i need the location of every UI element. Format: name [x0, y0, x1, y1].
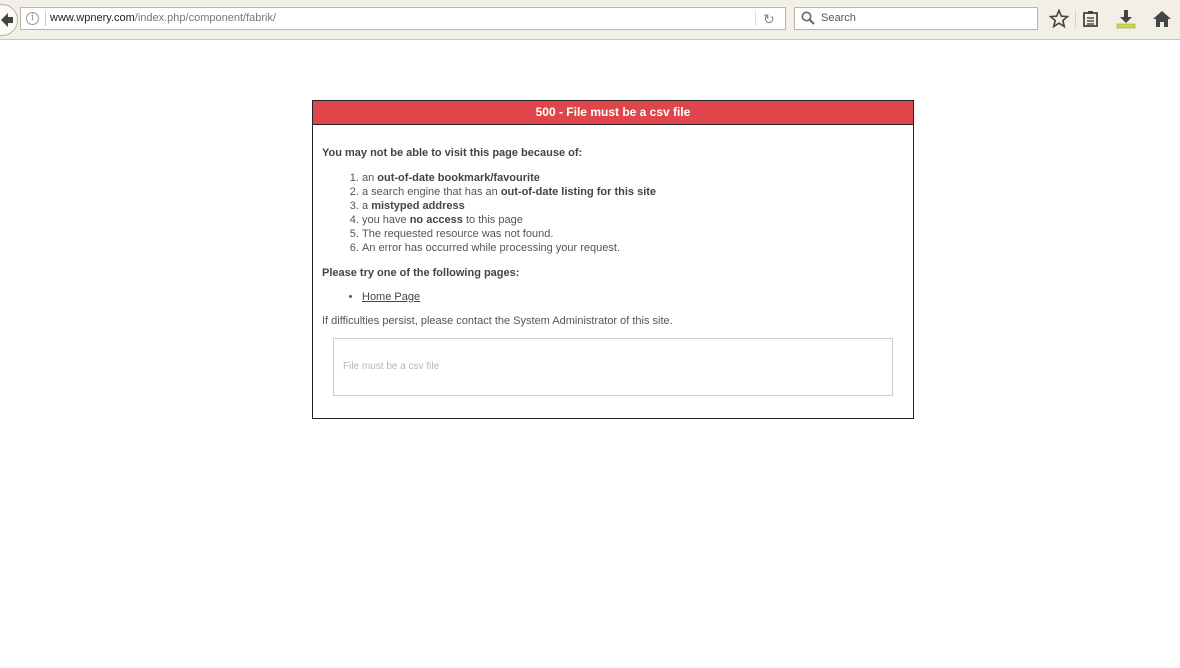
- home-icon[interactable]: [1152, 9, 1172, 29]
- reason-item: 4. you have no access to this page: [362, 213, 904, 227]
- reason-item: 6. An error has occurred while processing your request.: [362, 241, 904, 255]
- error-header: 500 - File must be a csv file: [313, 101, 913, 125]
- download-icon[interactable]: [1116, 9, 1136, 29]
- search-input[interactable]: [819, 11, 1023, 25]
- search-icon: [801, 11, 815, 25]
- reason-item: 1. an out-of-date bookmark/favourite: [362, 171, 904, 185]
- persist-message: If difficulties persist, please contact the System Administrator of this site.: [322, 315, 673, 327]
- back-icon: [1, 13, 13, 27]
- reload-icon[interactable]: ↻: [763, 11, 775, 27]
- url-divider-right: [755, 11, 756, 26]
- url-divider: [45, 11, 46, 26]
- reason-item: 5. The requested resource was not found.: [362, 227, 904, 241]
- error-detail-text: File must be a csv file: [343, 361, 440, 372]
- error-detail-box: [333, 338, 893, 396]
- reason-item: 3. a mistyped address: [362, 199, 904, 213]
- url-text[interactable]: [50, 12, 276, 24]
- url-path: /index.php/component/fabrik/: [134, 12, 277, 24]
- home-page-link[interactable]: Home Page: [362, 291, 421, 303]
- error-body: [313, 147, 913, 396]
- bookmark-star-icon[interactable]: [1049, 9, 1069, 29]
- reading-list-icon[interactable]: [1081, 9, 1101, 29]
- search-bar[interactable]: [794, 7, 1038, 30]
- back-button[interactable]: [0, 4, 18, 36]
- url-bar[interactable]: [20, 7, 786, 30]
- info-icon[interactable]: i: [26, 12, 39, 25]
- browser-toolbar: [0, 0, 1180, 40]
- reason-item: 2. a search engine that has an out-of-date listing for this site: [362, 185, 904, 199]
- error-panel: [312, 100, 914, 419]
- try-pages-heading: Please try one of the following pages:: [322, 267, 520, 279]
- error-lead: You may not be able to visit this page because of:: [322, 147, 583, 159]
- pages-list: [322, 291, 904, 303]
- url-domain: www.wpnery.com: [50, 12, 135, 24]
- reasons-list: [322, 171, 904, 255]
- page-item: [362, 291, 904, 303]
- toolbar-divider: [1075, 10, 1076, 28]
